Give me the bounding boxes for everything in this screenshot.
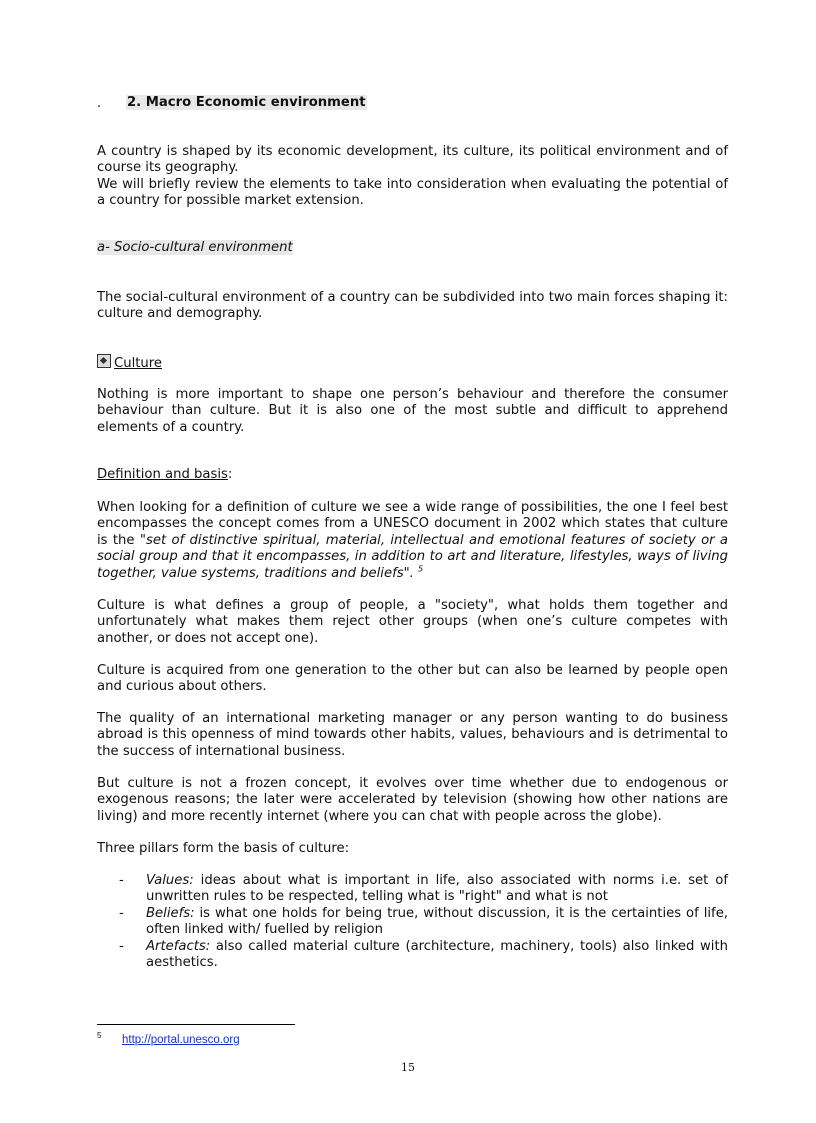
- page-number: 15: [401, 1061, 415, 1074]
- intro-paragraph-1: A country is shaped by its economic development, its culture, its political environment and of course its geography.: [97, 144, 728, 176]
- definition-paragraph-3: Culture is acquired from one generation to the other but can also be learned by people open and curious about others.: [97, 663, 728, 695]
- pillar-text: ideas about what is important in life, also associated with norms i.e. set of unwritten rules to be respected, telling what is "right" and what is not: [146, 873, 728, 905]
- definition-paragraph-4: The quality of an international marketing manager or any person wanting to do business abroad is this openness of mind towards other habits, values, behaviours and is detrimental to the success of international business.: [97, 711, 728, 759]
- footnote-separator: [97, 1024, 295, 1025]
- list-dash: -: [119, 905, 124, 921]
- pillar-term: Values:: [146, 873, 194, 888]
- footnote-link[interactable]: http://portal.unesco.org: [122, 1034, 240, 1046]
- definition-heading-colon: :: [227, 467, 233, 482]
- paragraph-block-6: [97, 841, 728, 857]
- footnote-number: 5: [97, 1031, 102, 1040]
- subsection-intro-block: [97, 290, 728, 323]
- list-dash: -: [119, 873, 124, 888]
- section-marker: .: [97, 96, 102, 111]
- paragraph-block-2: [97, 598, 728, 647]
- definition-text: When looking for a definition of culture we see a wide range of possibilities, the one I feel best encompasses the concept comes from a UNESCO document in 2002 which states that culture is the: [97, 500, 728, 548]
- list-dash: -: [119, 938, 124, 954]
- culture-heading-row: [97, 354, 728, 371]
- subsection-paragraph: The social-cultural environment of a country can be subdivided into two main forces shaping it: culture and demography.: [97, 290, 728, 322]
- culture-heading: Culture: [114, 356, 163, 371]
- culture-paragraph: Nothing is more important to shape one person’s behaviour and therefore the consumer behaviour than culture. But it is also one of the most subtle and difficult to apprehend elements of a country.: [97, 387, 728, 435]
- section-heading: 2. Macro Economic environment: [127, 95, 366, 110]
- paragraph-block-4: [97, 711, 728, 760]
- definition-paragraph-5: But culture is not a frozen concept, it evolves over time whether due to endogenous or exogenous reasons; the later were accelerated by television (showing how other nations are living) and more recently internet (where you can chat with people across the globe).: [97, 776, 728, 824]
- definition-paragraph-block: [97, 500, 728, 582]
- diamond-bullet-icon: [97, 354, 111, 368]
- definition-paragraph-2: Culture is what defines a group of people, a "society", what holds them together and unfortunately what makes them reject other groups (when one’s culture competes with another, or does not accept one).: [97, 598, 728, 646]
- pillar-term: Artefacts:: [146, 938, 211, 954]
- pillar-text: also called material culture (architecture, machinery, tools) also linked with aesthetics.: [146, 938, 728, 971]
- pillar-term: Beliefs:: [146, 905, 195, 921]
- intro-block: [97, 144, 728, 210]
- subsection-heading-row: [97, 240, 728, 255]
- paragraph-block-5: [97, 776, 728, 825]
- pillar-text: is what one holds for being true, without discussion, it is the certainties of life, often linked with/ fuelled by religion: [146, 905, 728, 938]
- paragraph-block-3: [97, 663, 728, 696]
- list-item: [97, 906, 728, 939]
- subsection-heading: a- Socio-cultural environment: [97, 240, 293, 255]
- definition-heading: Definition and basis: [97, 467, 228, 482]
- pillars-list: [97, 873, 728, 971]
- culture-intro-block: [97, 387, 728, 436]
- definition-heading-row: [97, 467, 728, 482]
- footnote-reference: 5: [418, 564, 424, 574]
- definition-paragraph-6: Three pillars form the basis of culture:: [97, 841, 350, 856]
- intro-paragraph-2: We will briefly review the elements to take into consideration when evaluating the potential of a country for possible market extension.: [97, 176, 728, 209]
- list-item: [97, 939, 728, 972]
- list-item: [97, 873, 728, 906]
- definition-paragraph-1: [97, 500, 728, 582]
- unesco-quote: "set of distinctive spiritual, material, intellectual and emotional features of society or a social group and that it encompasses, in addition to art and literature, lifestyles, ways of living together, value systems, traditions and beliefs".: [97, 532, 728, 581]
